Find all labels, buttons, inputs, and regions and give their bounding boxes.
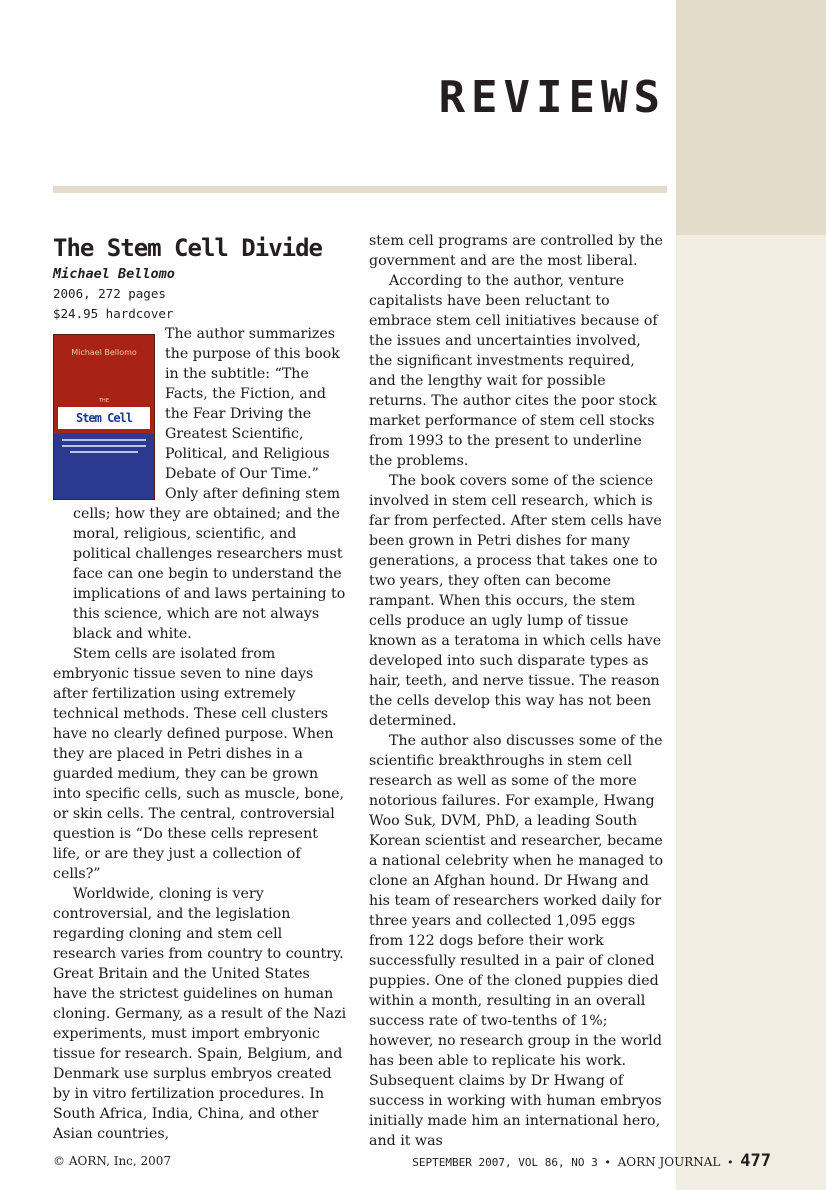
book-year-pages: 2006, 272 pages (53, 286, 166, 301)
body-paragraph: Worldwide, cloning is very controversial, and the legislation regarding cloning and stem cell research varies from country to country. Great Britain and the United States have the strictest guidelines on human cloning. Germany, as a result of the Nazi experiments, must import embryonic tissue for research. Spain, Belgium, and Denmark use surplus embryos created by in vitro fertilization procedures. In South Africa, India, China, and other Asian countries, (53, 886, 347, 1142)
cover-the: THE (99, 398, 109, 404)
body-paragraph: The author also discusses some of the scientific breakthroughs in stem cell research as well as some of the more notorious failures. For example, Hwang Woo Suk, DVM, PhD, a leading South Korean scientist and researcher, became a national celebrity when he managed to clone an Afghan hound. Dr Hwang and his team of researchers worked daily for three years and collected 1,095 eggs from 122 dogs before their work successfully resulted in a pair of cloned puppies. One of the cloned puppies died within a month, resulting in an overall success rate of two-tenths of 1%; however, no research group in the world has been able to replicate his work. Subsequent claims by Dr Hwang of success in working with human embryos initially made him an international hero, and it was (369, 733, 664, 1149)
cover-line (62, 439, 146, 441)
cover-line (70, 451, 138, 453)
book-cover-image (53, 334, 155, 500)
body-paragraph: Stem cells are isolated from embryonic tissue seven to nine days after fertilization using extremely technical methods. These cell clusters have no clearly defined purpose. When they are placed in Petri dishes in a guarded medium, they can be grown into specific cells, such as muscle, bone, or skin cells. The central, controversial question is “Do these cells represent life, or are they just a collection of cells?” (53, 646, 345, 882)
body-paragraph: According to the author, venture capitalists have been reluctant to embrace stem cell initiatives because of the issues and uncertainties involved, the significant investments required, and the lengthy wait for possible returns. The author cites the poor stock market performance of stem cell stocks from 1993 to the present to underline the problems. (369, 273, 658, 469)
left-column (53, 232, 348, 1144)
footer-issue: SEPTEMBER 2007, VOL 86, NO 3 (412, 1156, 598, 1169)
header-rule (53, 186, 667, 193)
footer-bullet: • (727, 1156, 734, 1169)
cover-title: Stem Cell (58, 407, 150, 429)
cover-bottom-panel (54, 433, 154, 499)
body-paragraph: The author summarizes the purpose of this book in the subtitle: “The Facts, the Fiction, and the Fear Driving the Greatest Scientific, Political, and Religious Debate of Our Time.” Only after defining stem cells; how they are obtained; and the moral, religious, scientific, and political challenges researchers must face can one begin to understand the implications of and laws pertaining to this science, which are not always black and white. (73, 326, 346, 642)
book-price: $24.95 hardcover (53, 306, 174, 321)
cover-line (62, 445, 146, 447)
footer-issue-line (412, 1151, 771, 1171)
cover-author: Michael Bellomo (71, 348, 137, 357)
footer-journal: AORN JOURNAL (617, 1155, 721, 1169)
footer-copyright: © AORN, Inc, 2007 (53, 1154, 172, 1168)
page-number: 477 (740, 1151, 771, 1171)
right-column (369, 231, 664, 1151)
body-paragraph: stem cell programs are controlled by the government and are the most liberal. (369, 233, 663, 269)
book-title: The Stem Cell Divide (53, 234, 322, 262)
side-band-header (676, 0, 826, 235)
section-title: REVIEWS (438, 72, 666, 123)
body-paragraph: The book covers some of the science involved in stem cell research, which is far from perfected. After stem cells have been grown in Petri dishes for many generations, a process that takes one to two years, they often can become rampant. When this occurs, the stem cells produce an ugly lump of tissue known as a teratoma in which cells have developed into such disparate types as hair, teeth, and nerve tissue. The reason the cells develop this way has not been determined. (369, 473, 662, 729)
book-author: Michael Bellomo (53, 266, 175, 282)
footer-bullet: • (604, 1156, 611, 1169)
